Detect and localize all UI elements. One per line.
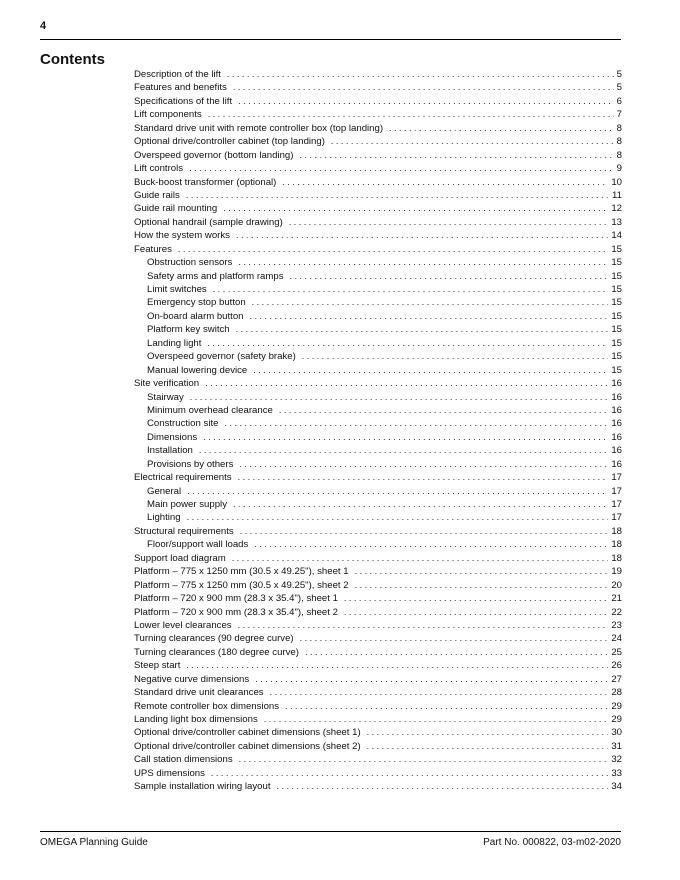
toc-entry-label: Lift controls — [134, 163, 184, 175]
toc-dot-leader — [279, 405, 608, 415]
toc-entry-label: Landing light — [147, 337, 202, 349]
toc-entry-page-number: 15 — [611, 297, 622, 309]
toc-dot-leader — [239, 754, 609, 764]
toc-dot-leader — [232, 553, 609, 563]
toc-entry-page-number: 15 — [611, 310, 622, 322]
toc-entry-page-number: 22 — [611, 606, 622, 618]
toc-entry-label: Guide rails — [134, 189, 180, 201]
toc-entry-page-number: 11 — [612, 189, 622, 201]
toc-entry-label: Platform – 720 x 900 mm (28.3 x 35.4"), sheet 1 — [134, 593, 338, 605]
toc-entry-label: Guide rail mounting — [134, 203, 218, 215]
toc-dot-leader — [224, 418, 608, 428]
toc-entry-label: Optional drive/controller cabinet dimensions (sheet 2) — [134, 740, 361, 752]
toc-entry[interactable] — [134, 217, 622, 230]
toc-entry-label: Minimum overhead clearance — [147, 404, 273, 416]
toc-entry-page-number: 27 — [611, 673, 622, 685]
toc-entry-label: Platform – 775 x 1250 mm (30.5 x 49.25"), sheet 2 — [134, 579, 349, 591]
toc-dot-leader — [203, 432, 608, 442]
toc-entry-label: Call station dimensions — [134, 754, 233, 766]
toc-entry-label: Dimensions — [147, 431, 198, 443]
toc-dot-leader — [355, 566, 609, 576]
toc-entry[interactable] — [134, 177, 622, 190]
toc-entry-label: Standard drive unit with remote controller box (top landing) — [134, 122, 384, 134]
toc-entry[interactable] — [134, 701, 622, 714]
toc-entry-label: Overspeed governor (bottom landing) — [134, 149, 294, 161]
toc-dot-leader — [331, 136, 614, 146]
toc-entry-label: Structural requirements — [134, 525, 234, 537]
toc-dot-leader — [344, 607, 608, 617]
table-of-contents — [134, 69, 622, 795]
toc-entry[interactable] — [134, 378, 622, 391]
toc-entry-label: On-board alarm button — [147, 310, 244, 322]
toc-entry-page-number: 18 — [611, 525, 622, 537]
toc-entry-page-number: 23 — [611, 619, 622, 631]
toc-entry-label: Main power supply — [147, 499, 227, 510]
toc-entry-page-number: 15 — [611, 337, 622, 349]
toc-dot-leader — [255, 674, 608, 684]
toc-entry-page-number: 15 — [611, 351, 622, 363]
toc-entry-page-number: 5 — [616, 69, 622, 80]
toc-entry-label: Manual lowering device — [147, 364, 248, 376]
toc-entry-label: Landing light box dimensions — [134, 714, 258, 725]
toc-entry-page-number: 29 — [611, 700, 622, 712]
footer-part-number: Part No. 000822, 03-m02-2020 — [483, 837, 621, 848]
toc-dot-leader — [227, 69, 614, 79]
toc-dot-leader — [252, 297, 609, 307]
toc-dot-leader — [211, 768, 608, 778]
toc-entry-page-number: 8 — [616, 136, 622, 148]
toc-entry-page-number: 17 — [611, 512, 622, 524]
toc-subentry[interactable] — [134, 284, 622, 297]
toc-entry-label: Sample installation wiring layout — [134, 781, 271, 793]
toc-dot-leader — [389, 123, 614, 133]
toc-entry-page-number: 16 — [611, 445, 622, 457]
toc-dot-leader — [282, 177, 608, 187]
toc-entry-label: Negative curve dimensions — [134, 673, 250, 685]
toc-subentry[interactable] — [134, 405, 622, 418]
toc-entry-label: Standard drive unit clearances — [134, 687, 264, 699]
toc-subentry[interactable] — [134, 392, 622, 405]
toc-entry-page-number: 14 — [611, 230, 622, 242]
toc-entry-label: How the system works — [134, 230, 230, 242]
toc-dot-leader — [240, 526, 609, 536]
toc-entry-label: Platform key switch — [147, 324, 230, 336]
header-rule — [40, 39, 621, 40]
toc-entry[interactable] — [134, 526, 622, 539]
toc-entry-page-number: 21 — [611, 593, 622, 605]
toc-dot-leader — [250, 311, 609, 321]
toc-dot-leader — [187, 486, 608, 496]
toc-entry-page-number: 18 — [611, 539, 622, 551]
toc-dot-leader — [213, 284, 609, 294]
toc-subentry[interactable] — [134, 365, 622, 378]
toc-dot-leader — [238, 96, 614, 106]
toc-entry[interactable] — [134, 203, 622, 216]
toc-dot-leader — [285, 701, 608, 711]
toc-entry[interactable] — [134, 620, 622, 633]
toc-entry-label: Installation — [147, 445, 193, 457]
toc-entry[interactable] — [134, 553, 622, 566]
toc-subentry[interactable] — [134, 351, 622, 364]
toc-dot-leader — [189, 163, 614, 173]
toc-entry-page-number: 25 — [611, 646, 622, 658]
toc-entry[interactable] — [134, 674, 622, 687]
toc-dot-leader — [290, 271, 609, 281]
toc-entry[interactable] — [134, 472, 622, 485]
toc-entry-page-number: 6 — [616, 95, 622, 107]
footer-document-title: OMEGA Planning Guide — [40, 837, 148, 848]
toc-entry-label: Remote controller box dimensions — [134, 700, 280, 712]
page-number: 4 — [40, 20, 47, 32]
toc-entry-label: UPS dimensions — [134, 767, 205, 779]
toc-entry[interactable] — [134, 244, 622, 257]
toc-entry-page-number: 16 — [611, 431, 622, 443]
toc-entry-page-number: 32 — [611, 754, 622, 766]
toc-entry-page-number: 13 — [611, 216, 622, 228]
toc-entry-page-number: 33 — [611, 767, 622, 779]
toc-entry-label: Buck-boost transformer (optional) — [134, 176, 277, 188]
toc-entry-label: Turning clearances (180 degree curve) — [134, 646, 299, 658]
toc-entry-label: Limit switches — [147, 284, 207, 295]
toc-subentry[interactable] — [134, 499, 622, 512]
toc-entry-page-number: 17 — [611, 485, 622, 497]
toc-entry-page-number: 15 — [611, 243, 622, 255]
toc-entry-label: Steep start — [134, 660, 181, 672]
toc-dot-leader — [233, 82, 614, 92]
toc-entry[interactable] — [134, 69, 622, 82]
toc-entry-label: Lower level clearances — [134, 619, 232, 631]
toc-dot-leader — [190, 392, 609, 402]
toc-subentry[interactable] — [134, 539, 622, 552]
toc-entry-label: Provisions by others — [147, 458, 234, 470]
toc-entry-page-number: 16 — [611, 418, 622, 430]
toc-subentry[interactable] — [134, 486, 622, 499]
footer-rule — [40, 831, 621, 832]
toc-entry-label: Description of the lift — [134, 69, 221, 80]
toc-subentry[interactable] — [134, 445, 622, 458]
toc-subentry[interactable] — [134, 512, 622, 525]
toc-entry-page-number: 16 — [611, 391, 622, 403]
toc-entry[interactable] — [134, 633, 622, 646]
toc-entry-page-number: 30 — [611, 727, 622, 739]
toc-entry-page-number: 24 — [611, 633, 622, 645]
toc-dot-leader — [344, 593, 608, 603]
toc-entry-label: Platform – 720 x 900 mm (28.3 x 35.4"), sheet 2 — [134, 606, 338, 618]
toc-entry-page-number: 12 — [611, 203, 622, 215]
toc-dot-leader — [367, 727, 609, 737]
toc-entry[interactable] — [134, 150, 622, 163]
toc-dot-leader — [302, 351, 609, 361]
toc-dot-leader — [253, 365, 608, 375]
toc-dot-leader — [277, 781, 609, 791]
toc-entry-page-number: 7 — [616, 109, 622, 121]
toc-entry-label: Support load diagram — [134, 552, 226, 564]
toc-entry-label: Site verification — [134, 378, 200, 390]
toc-entry[interactable] — [134, 754, 622, 767]
toc-dot-leader — [238, 620, 609, 630]
toc-dot-leader — [239, 459, 608, 469]
toc-entry[interactable] — [134, 714, 622, 727]
toc-entry-page-number: 10 — [611, 176, 622, 188]
toc-entry-label: Obstruction sensors — [147, 257, 233, 269]
toc-subentry[interactable] — [134, 297, 622, 310]
toc-entry-label: Lighting — [147, 512, 181, 524]
toc-entry[interactable] — [134, 781, 622, 794]
toc-entry-label: Platform – 775 x 1250 mm (30.5 x 49.25"), sheet 1 — [134, 566, 349, 578]
toc-entry-page-number: 17 — [611, 499, 622, 510]
toc-entry-page-number: 18 — [611, 552, 622, 564]
toc-dot-leader — [367, 741, 609, 751]
toc-entry[interactable] — [134, 741, 622, 754]
toc-entry[interactable] — [134, 82, 622, 95]
toc-entry-label: Specifications of the lift — [134, 95, 233, 107]
toc-subentry[interactable] — [134, 432, 622, 445]
toc-entry[interactable] — [134, 727, 622, 740]
toc-entry-page-number: 15 — [611, 270, 622, 282]
toc-entry[interactable] — [134, 566, 622, 579]
toc-entry[interactable] — [134, 607, 622, 620]
toc-entry-page-number: 16 — [611, 458, 622, 470]
toc-entry-label: Safety arms and platform ramps — [147, 270, 284, 282]
toc-dot-leader — [199, 445, 608, 455]
toc-entry[interactable] — [134, 647, 622, 660]
toc-dot-leader — [205, 378, 608, 388]
toc-entry[interactable] — [134, 230, 622, 243]
toc-dot-leader — [238, 257, 608, 267]
toc-entry-page-number: 17 — [611, 472, 622, 484]
toc-dot-leader — [238, 472, 609, 482]
toc-entry-label: Features and benefits — [134, 82, 227, 94]
toc-entry-page-number: 29 — [611, 714, 622, 725]
toc-dot-leader — [289, 217, 609, 227]
toc-entry-page-number: 5 — [616, 82, 622, 94]
toc-entry-label: Construction site — [147, 418, 219, 430]
toc-entry-label: Optional drive/controller cabinet dimensions (sheet 1) — [134, 727, 361, 739]
toc-dot-leader — [186, 190, 609, 200]
toc-entry-page-number: 19 — [611, 566, 622, 578]
toc-entry-page-number: 15 — [611, 364, 622, 376]
toc-entry[interactable] — [134, 768, 622, 781]
toc-dot-leader — [236, 230, 608, 240]
toc-dot-leader — [208, 109, 614, 119]
toc-entry-label: Optional handrail (sample drawing) — [134, 216, 283, 228]
toc-entry-page-number: 8 — [616, 122, 622, 134]
toc-dot-leader — [300, 633, 609, 643]
toc-entry-page-number: 34 — [611, 781, 622, 793]
toc-subentry[interactable] — [134, 418, 622, 431]
toc-entry[interactable] — [134, 687, 622, 700]
toc-entry[interactable] — [134, 123, 622, 136]
toc-subentry[interactable] — [134, 311, 622, 324]
toc-entry-page-number: 31 — [611, 740, 622, 752]
page-title: Contents — [40, 51, 105, 68]
toc-entry-label: Stairway — [147, 391, 184, 403]
toc-entry[interactable] — [134, 163, 622, 176]
toc-dot-leader — [186, 660, 608, 670]
toc-entry-label: Emergency stop button — [147, 297, 246, 309]
toc-dot-leader — [270, 687, 609, 697]
toc-dot-leader — [178, 244, 608, 254]
toc-entry-label: Turning clearances (90 degree curve) — [134, 633, 294, 645]
toc-entry[interactable] — [134, 660, 622, 673]
toc-entry[interactable] — [134, 109, 622, 122]
toc-entry-page-number: 20 — [611, 579, 622, 591]
toc-dot-leader — [187, 512, 609, 522]
toc-entry-page-number: 15 — [611, 257, 622, 269]
toc-entry-page-number: 9 — [616, 163, 622, 175]
toc-subentry[interactable] — [134, 271, 622, 284]
toc-dot-leader — [223, 203, 608, 213]
toc-dot-leader — [299, 150, 613, 160]
toc-entry-page-number: 8 — [616, 149, 622, 161]
toc-entry[interactable] — [134, 580, 622, 593]
toc-entry[interactable] — [134, 593, 622, 606]
toc-entry-page-number: 26 — [611, 660, 622, 672]
toc-subentry[interactable] — [134, 338, 622, 351]
toc-dot-leader — [233, 499, 608, 509]
toc-entry-page-number: 28 — [611, 687, 622, 699]
toc-dot-leader — [236, 324, 609, 334]
toc-entry-page-number: 16 — [611, 404, 622, 416]
toc-entry-label: Optional drive/controller cabinet (top landing) — [134, 136, 325, 148]
toc-entry[interactable] — [134, 190, 622, 203]
toc-subentry[interactable] — [134, 459, 622, 472]
toc-entry-label: Overspeed governor (safety brake) — [147, 351, 296, 363]
toc-subentry[interactable] — [134, 257, 622, 270]
toc-entry-label: Features — [134, 243, 172, 255]
toc-entry-label: Lift components — [134, 109, 202, 121]
toc-dot-leader — [355, 580, 609, 590]
toc-entry[interactable] — [134, 96, 622, 109]
toc-entry-label: Floor/support wall loads — [147, 539, 249, 551]
toc-dot-leader — [254, 539, 608, 549]
toc-dot-leader — [207, 338, 608, 348]
toc-subentry[interactable] — [134, 324, 622, 337]
toc-entry-label: General — [147, 485, 182, 497]
toc-entry-page-number: 16 — [611, 378, 622, 390]
toc-dot-leader — [305, 647, 608, 657]
toc-entry-label: Electrical requirements — [134, 472, 232, 484]
toc-entry-page-number: 15 — [611, 324, 622, 336]
toc-entry-page-number: 15 — [611, 284, 622, 295]
toc-dot-leader — [264, 714, 609, 724]
toc-entry[interactable] — [134, 136, 622, 149]
